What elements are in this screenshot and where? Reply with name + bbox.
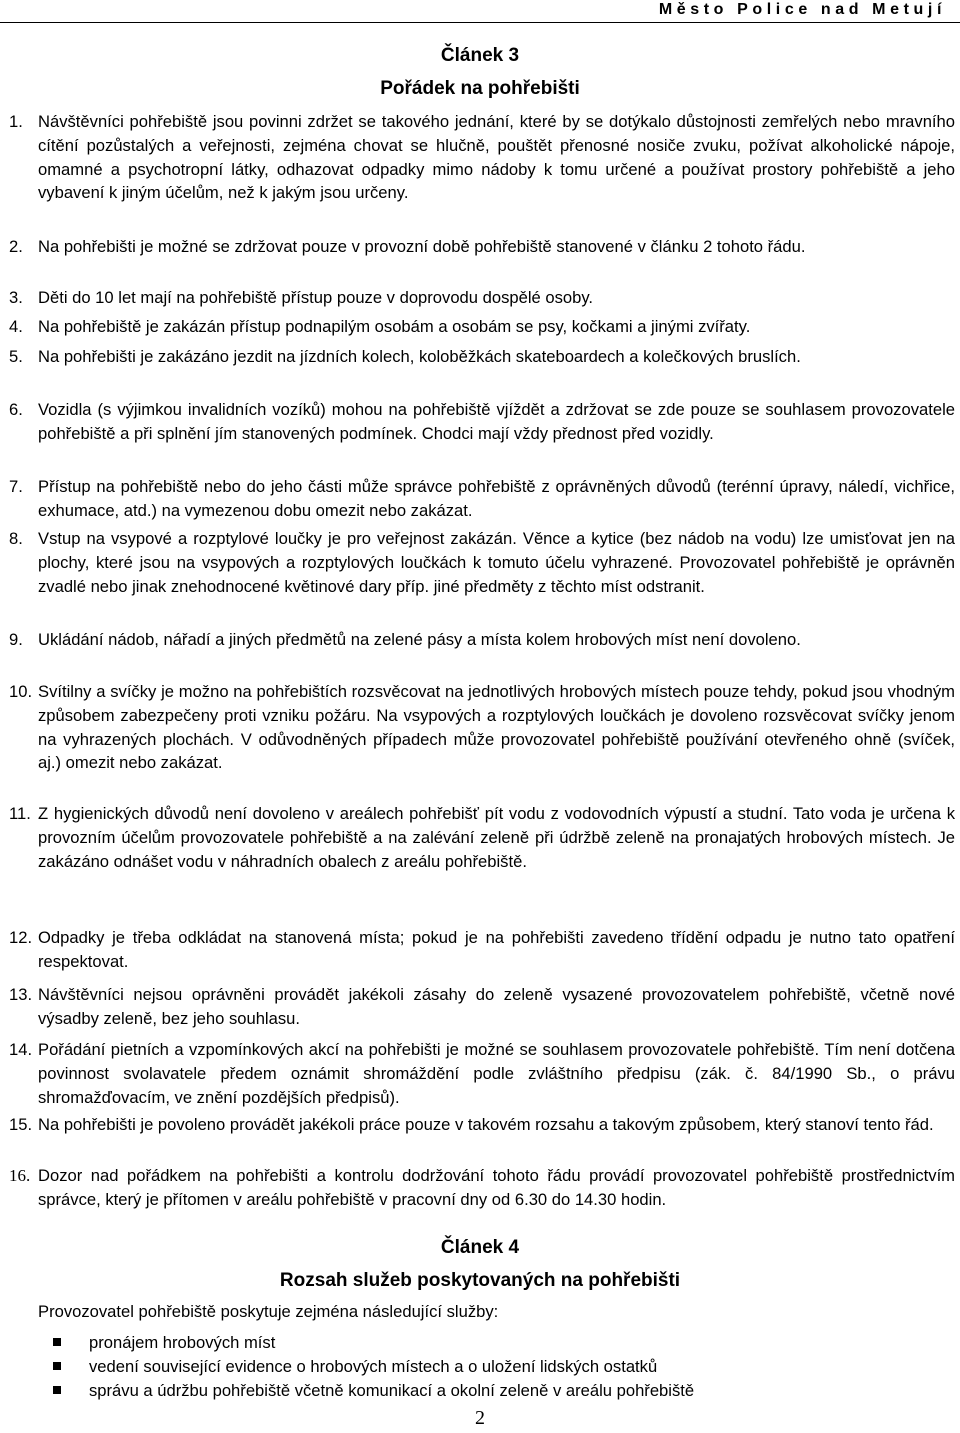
rule-item-6 [9, 398, 955, 446]
rule-number: 6. [9, 400, 23, 419]
rule-item-13 [9, 983, 955, 1031]
rule-text: Svítilny a svíčky je možno na pohřebištích rozsvěcovat na jednotlivých hrobových místech pouze tehdy, pokud jsou vhodným způsobem zabezpečeny proti vzniku požáru. Na vsypových a rozptylových loučkách je dovoleno rozsvěcovat svíčky jenom na vyhrazených plochách. V odůvodněných případech může provozovatel pohřebiště používání otevřeného ohně (svíček, aj.) omezit nebo zakázat. [38, 682, 955, 773]
rule-item-9 [9, 628, 955, 652]
rule-number: 1. [9, 112, 23, 131]
rule-item-14 [9, 1038, 955, 1109]
rule-item-12 [9, 926, 955, 974]
rule-item-16 [9, 1164, 955, 1212]
rule-text: Vozidla (s výjimkou invalidních vozíků) mohou na pohřebiště vjíždět a zdržovat se zde pouze se souhlasem provozovatele pohřebiště a při splnění jím stanovených podmínek. Chodci mají vždy přednost před vozidly. [38, 400, 955, 443]
rule-text: Na pohřebiště je zakázán přístup podnapilým osobám a osobám se psy, kočkami a jinými zvířaty. [38, 317, 751, 336]
rule-text: Vstup na vsypové a rozptylové loučky je pro veřejnost zakázán. Věnce a kytice (bez nádob na vodu) lze umisťovat jen na plochy, které jsou na vsypových a rozptylových loučkách k tomuto účelu vyhrazené. Provozovatel pohřebiště je oprávněn zvadlé nebo jinak znehodnocené květinové dary příp. jiné předměty z těchto míst odstranit. [38, 529, 955, 596]
rule-item-15 [9, 1113, 955, 1137]
rule-text: Děti do 10 let mají na pohřebiště přístup pouze v doprovodu dospělé osoby. [38, 288, 594, 307]
page-header [0, 0, 960, 23]
rule-number: 11. [9, 804, 31, 823]
rule-number: 14. [9, 1040, 33, 1059]
service-item-3: správu a údržbu pohřebiště včetně komunikací a okolní zeleně v areálu pohřebiště [89, 1381, 695, 1400]
rule-number: 13. [9, 985, 33, 1004]
rule-text: Dozor nad pořádkem na pohřebišti a kontrolu dodržování tohoto řádu provádí provozovatel pohřebiště prostřednictvím správce, který je přítomen v areálu pohřebiště v pracovní dny od 6.30 do 14.30 hodin. [38, 1166, 955, 1209]
services-intro: Provozovatel pohřebiště poskytuje zejména následující služby: [38, 1302, 499, 1321]
rule-item-8 [9, 527, 955, 598]
rule-item-1 [9, 110, 955, 205]
rule-item-2 [9, 235, 955, 259]
rule-item-5 [9, 345, 955, 369]
rule-text: Na pohřebišti je povoleno provádět jakékoli práce pouze v takovém rozsahu a takovým způsobem, který stanoví tento řád. [38, 1115, 934, 1134]
rule-number: 10. [9, 682, 33, 701]
rule-text: Přístup na pohřebiště nebo do jeho části může správce pohřebiště z oprávněných důvodů (terénní úpravy, náledí, vichřice, exhumace, atd.) na vymezenou dobu omezit nebo zakázat. [38, 477, 955, 520]
bullet-square-icon [53, 1338, 61, 1346]
rule-number: 2. [9, 237, 23, 256]
rule-text: Na pohřebišti je možné se zdržovat pouze v provozní době pohřebiště stanovené v článku 2 tohoto řádu. [38, 237, 806, 256]
rule-item-4 [9, 315, 955, 339]
rule-number: 16. [9, 1166, 31, 1185]
rule-text: Odpadky je třeba odkládat na stanovená místa; pokud je na pohřebišti zavedeno třídění odpadu je nutno tato opatření respektovat. [38, 928, 955, 971]
service-item-1: pronájem hrobových míst [89, 1333, 276, 1352]
rule-number: 9. [9, 630, 23, 649]
rule-text: Z hygienických důvodů není dovoleno v areálech pohřebišť pít vodu z vodovodních výpustí a studní. Tato voda je určena k provozním účelům provozovatele pohřebiště a na zalévání zeleně při údržbě zeleně na pronajatých hrobových místech. Je zakázáno odnášet vodu v náhradních obalech z areálu pohřebiště. [38, 804, 955, 871]
article-4-heading: Článek 4 [440, 1237, 520, 1258]
rule-text: Na pohřebišti je zakázáno jezdit na jízdních kolech, koloběžkách skateboardech a kolečkových bruslích. [38, 347, 801, 366]
rule-text: Ukládání nádob, nářadí a jiných předmětů na zelené pásy a místa kolem hrobových míst není dovoleno. [38, 630, 801, 649]
bullet-square-icon [53, 1362, 61, 1370]
bullet-square-icon [53, 1386, 61, 1394]
article-3-heading: Článek 3 [440, 45, 520, 66]
rule-number: 3. [9, 288, 23, 307]
article-4-subheading: Rozsah služeb poskytovaných na pohřebišti [279, 1270, 681, 1291]
rule-number: 8. [9, 529, 23, 548]
rule-number: 7. [9, 477, 23, 496]
article-3-subheading: Pořádek na pohřebišti [380, 78, 580, 99]
rule-number: 5. [9, 347, 23, 366]
page-number: 2 [475, 1407, 485, 1429]
rule-number: 12. [9, 928, 33, 947]
rule-item-11 [9, 802, 955, 873]
rule-item-10 [9, 680, 955, 775]
header-municipality: Město Police nad Metují [658, 1, 946, 18]
rule-text: Pořádání pietních a vzpomínkových akcí na pohřebišti je možné se souhlasem provozovatele pohřebiště. Tím není dotčena povinnost svolavatele předem oznámit shromáždění podle zvláštního předpisu (zák. č. 84/1990 Sb., o právu shromažďovacím, ve znění pozdějších předpisů). [38, 1040, 955, 1107]
rule-number: 4. [9, 317, 23, 336]
rule-text: Návštěvníci pohřebiště jsou povinni zdržet se takového jednání, které by se dotýkalo důstojnosti zemřelých nebo mravního cítění pozůstalých a veřejnosti, zejména chovat se hlučně, pouštět přenosné nosiče zvuku, požívat alkoholické nápoje, omamné a psychotropní látky, odhazovat odpadky mimo nádoby k tomu určené a používat prostory pohřebiště a jeho vybavení k jiným účelům, než k jakým jsou určeny. [38, 112, 955, 203]
rule-text: Návštěvníci nejsou oprávněni provádět jakékoli zásahy do zeleně vysazené provozovatelem pohřebiště, včetně nové výsadby zeleně, bez jeho souhlasu. [38, 985, 955, 1028]
rule-number: 15. [9, 1115, 33, 1134]
service-item-2: vedení související evidence o hrobových místech a o uložení lidských ostatků [89, 1357, 658, 1376]
rule-item-3 [9, 286, 955, 310]
rule-item-7 [9, 475, 955, 523]
